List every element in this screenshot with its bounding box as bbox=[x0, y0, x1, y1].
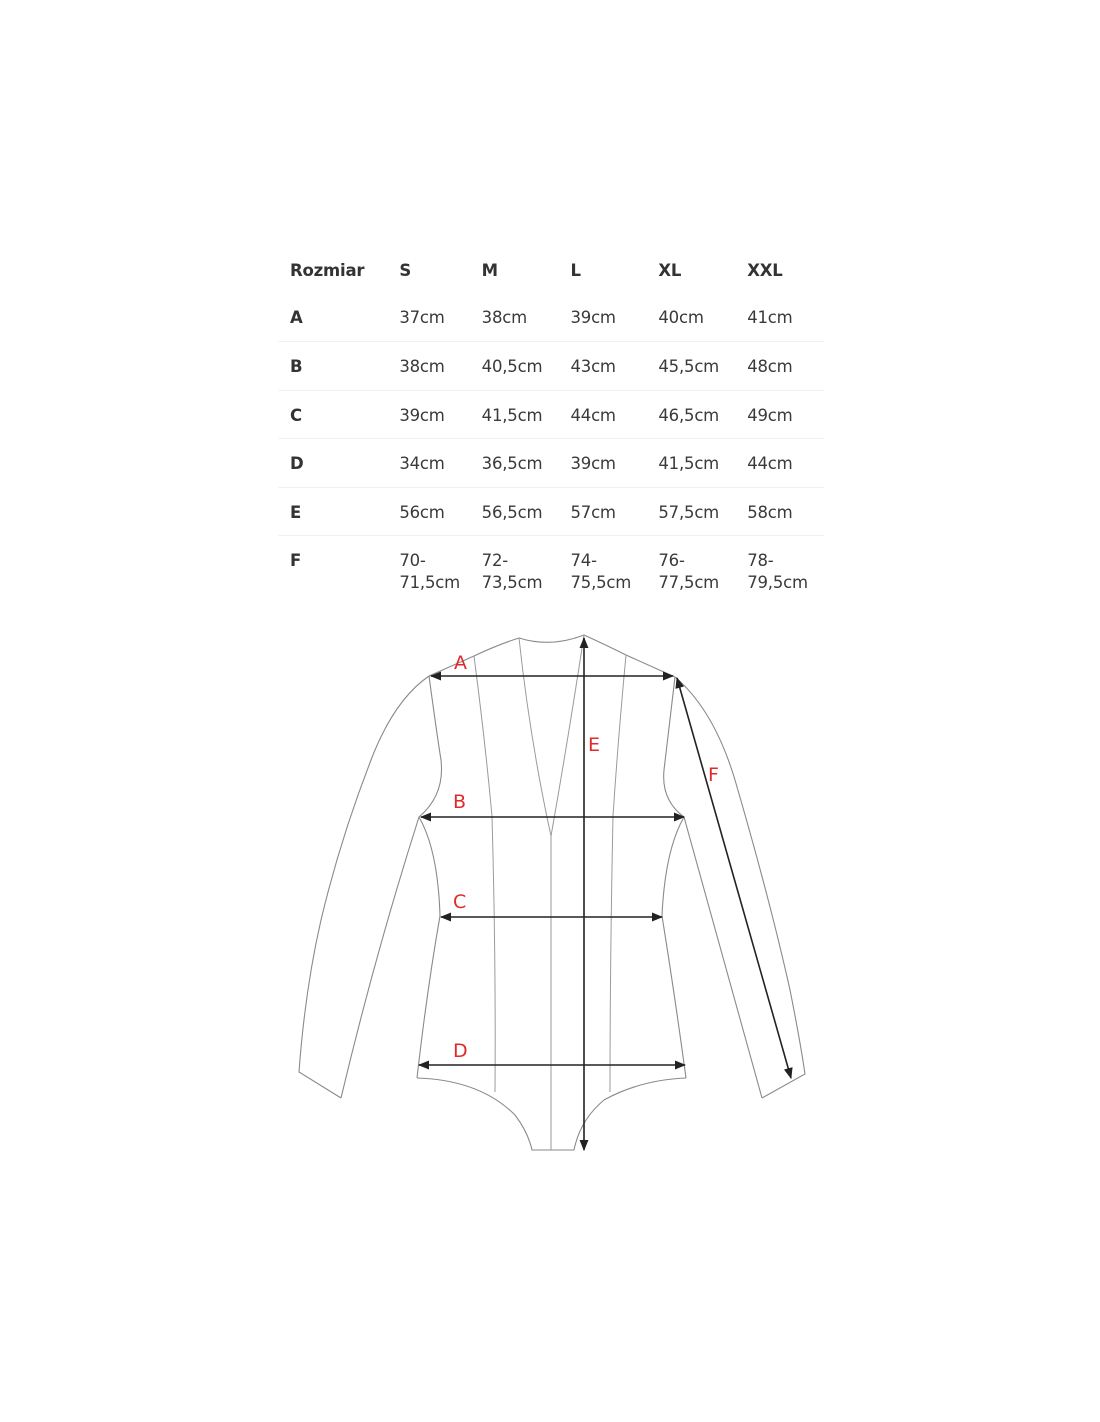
table-cell: 37cm bbox=[399, 308, 445, 327]
label-f: F bbox=[708, 764, 719, 786]
right-sleeve-inner bbox=[684, 817, 762, 1098]
label-b: B bbox=[453, 791, 467, 813]
header-cell-m: M bbox=[481, 261, 498, 280]
table-cell: 41cm bbox=[747, 308, 793, 327]
left-side bbox=[417, 676, 442, 1078]
garment-seams bbox=[474, 635, 626, 1150]
row-label: A bbox=[290, 308, 303, 327]
table-cell: 36,5cm bbox=[481, 454, 543, 474]
header-cell-xxl: XXL bbox=[747, 261, 783, 280]
row-label: D bbox=[290, 454, 304, 474]
garment-outline bbox=[299, 635, 805, 1150]
table-cell: 43cm bbox=[570, 357, 616, 377]
table-cell: 45,5cm bbox=[658, 357, 720, 377]
measurement-lines bbox=[419, 638, 791, 1150]
right-side bbox=[662, 677, 686, 1078]
table-cell: 41,5cm bbox=[658, 454, 720, 474]
table-cell: 39cm bbox=[570, 308, 616, 327]
label-c: C bbox=[453, 891, 467, 913]
left-princess-seam bbox=[474, 656, 495, 1092]
header-cell-size: Rozmiar bbox=[290, 261, 365, 280]
table-cell: 48cm bbox=[747, 357, 793, 377]
row-label: C bbox=[290, 405, 302, 425]
table-cell: 38cm bbox=[399, 357, 445, 377]
table-cell: 70- 71,5cm bbox=[399, 551, 460, 593]
table-cell: 44cm bbox=[747, 454, 793, 474]
row-label: E bbox=[290, 502, 302, 522]
right-princess-seam bbox=[610, 655, 626, 1092]
table-cell: 46,5cm bbox=[658, 405, 720, 425]
header-cell-xl: XL bbox=[658, 261, 682, 280]
table-cell: 44cm bbox=[570, 405, 616, 425]
row-label: F bbox=[290, 551, 302, 571]
label-d: D bbox=[453, 1040, 468, 1062]
table-cell: 57cm bbox=[570, 502, 616, 522]
table-cell: 40cm bbox=[658, 308, 704, 327]
v-neck-seam bbox=[519, 635, 584, 836]
header-cell-s: S bbox=[399, 261, 411, 280]
table-cell: 39cm bbox=[399, 405, 445, 425]
table-cell: 34cm bbox=[399, 454, 445, 474]
measure-line-f bbox=[677, 678, 791, 1078]
table-cell: 49cm bbox=[747, 405, 793, 425]
table-cell: 39cm bbox=[570, 454, 616, 474]
table-cell: 74- 75,5cm bbox=[570, 551, 632, 593]
label-a: A bbox=[454, 652, 467, 674]
table-cell: 78- 79,5cm bbox=[747, 551, 808, 593]
table-cell: 58cm bbox=[747, 502, 793, 522]
table-cell: 72- 73,5cm bbox=[481, 551, 543, 593]
table-cell: 56cm bbox=[399, 502, 445, 522]
left-sleeve-inner bbox=[341, 817, 419, 1098]
row-label: B bbox=[290, 357, 303, 377]
table-cell: 57,5cm bbox=[658, 502, 720, 522]
table-cell: 40,5cm bbox=[481, 357, 543, 377]
table-cell: 56,5cm bbox=[481, 502, 543, 522]
table-cell: 38cm bbox=[481, 308, 527, 327]
label-e: E bbox=[588, 734, 601, 756]
table-cell: 41,5cm bbox=[481, 405, 543, 425]
header-cell-l: L bbox=[570, 261, 581, 280]
table-cell: 76- 77,5cm bbox=[658, 551, 720, 593]
left-sleeve-outer bbox=[299, 676, 429, 1098]
